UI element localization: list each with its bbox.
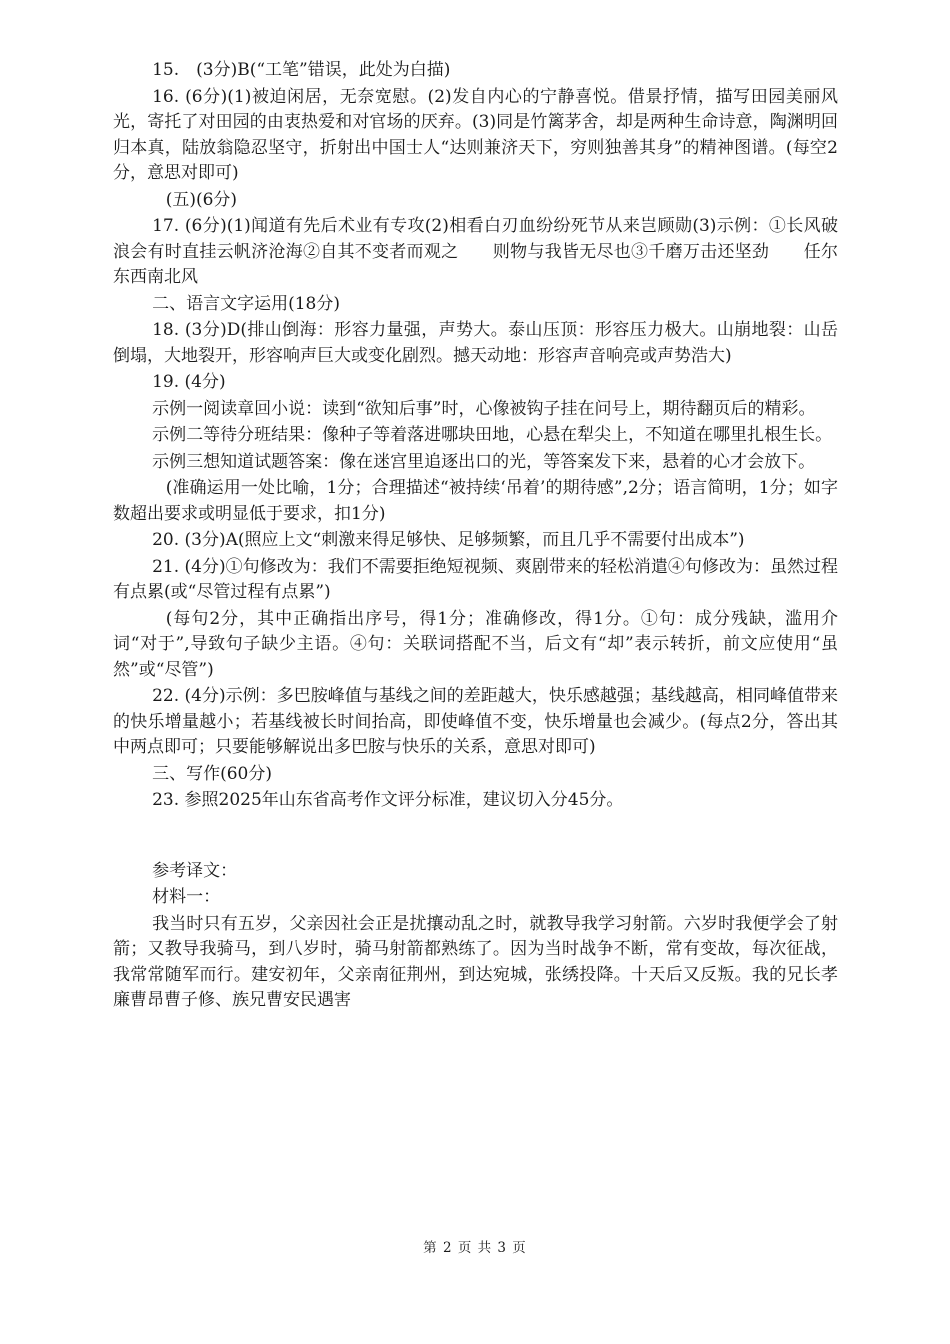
- translation-text: 我当时只有五岁，父亲因社会正是扰攘动乱之时，就教导我学习射箭。六岁时我便学会了射箭；又教导我骑马，到八岁时，骑马射箭都熟练了。因为当时战争不断，常有变故，每次征战，我常常随军而行。建安初年，父亲南征荆州，到达宛城，张绣投降。十天后又反叛。我的兄长孝廉曹昂曹子修、族兄曹安民遇害: [113, 913, 838, 1010]
- example-one: 示例一阅读章回小说：读到“欲知后事”时，心像被钩子挂在问号上，期待翻页后的精彩。: [152, 398, 816, 419]
- blank-gap: [113, 815, 838, 859]
- answer-16: 16. (6分)(1)被迫闲居，无奈宽慰。(2)发自内心的宁静喜悦。借景抒情，描写田园美丽风光，寄托了对田园的由衷热爱和对官场的厌弃。(3)同是竹篱茅舍，却是两种生命诗意，陶渊明回归本真，陆放翁隐忍坚守，折射出中国士人“达则兼济天下，穷则独善其身”的精神图谱。(每空2分，意思对即可): [113, 86, 838, 183]
- material-one-heading: 材料一：: [152, 887, 221, 907]
- answer-15: 15. (3分)B(“工笔”错误，此处为白描): [152, 60, 451, 80]
- scoring-note-21: (每句2分，其中正确指出序号，得1分；准确修改，得1分。①句：成分残缺，滥用介词“对于”,导致句子缺少主语。④句：关联词搭配不当，后文有“却”表示转折，前文应使用“虽然”或“尽管”): [113, 608, 838, 680]
- answer-22: 22. (4分)示例：多巴胺峰值与基线之间的差距越大，快乐感越强；基线越高，相同峰值带来的快乐增量越小；若基线被长时间抬高，即使峰值不变，快乐增量也会减少。(每点2分，答出其中两点即可；只要能够解说出多巴胺与快乐的关系，意思对即可): [113, 686, 838, 757]
- answer-20: 20. (3分)A(照应上文“刺激来得足够快、足够频繁，而且几乎不需要付出成本”): [152, 530, 745, 550]
- answer-17: 17. (6分)(1)闻道有先后术业有专攻(2)相看白刃血纷纷死节从来岂顾勋(3)示例：①长风破浪会有时直挂云帆济沧海②自其不变者而观之 则物与我皆无尽也③千磨万击还坚劲 任尔东西南北风: [113, 216, 838, 287]
- section-three-heading: 三、写作(60分): [152, 763, 272, 784]
- answer-19: 19. (4分): [152, 372, 226, 392]
- answer-23: 23. 参照2025年山东省高考作文评分标准，建议切入分45分。: [152, 790, 624, 810]
- answer-document: [113, 58, 838, 1015]
- section-five-heading: (五)(6分): [165, 189, 238, 210]
- scoring-note-19: (准确运用一处比喻，1分；合理描述“被持续‘吊着’的期待感”,2分；语言简明，1分；如字数超出要求或明显低于要求，扣1分): [113, 478, 838, 524]
- answer-18: 18. (3分)D(排山倒海：形容力量强，声势大。泰山压顶：形容压力极大。山崩地裂：山岳倒塌，大地裂开，形容响声巨大或变化剧烈。撼天动地：形容声音响亮或声势浩大): [113, 320, 838, 366]
- example-three: 示例三想知道试题答案：像在迷宫里追逐出口的光，等答案发下来，悬着的心才会放下。: [152, 451, 816, 472]
- section-two-heading: 二、语言文字运用(18分): [152, 293, 340, 314]
- answer-21: 21. (4分)①句修改为：我们不需要拒绝短视频、爽剧带来的轻松消遣④句修改为：虽然过程有点累(或“尽管过程有点累”): [113, 556, 838, 602]
- example-two: 示例二等待分班结果：像种子等着落进哪块田地，心悬在犁尖上，不知道在哪里扎根生长。: [152, 425, 833, 445]
- translation-heading: 参考译文：: [152, 860, 238, 881]
- page-footer: 第 2 页 共 3 页: [423, 1240, 527, 1256]
